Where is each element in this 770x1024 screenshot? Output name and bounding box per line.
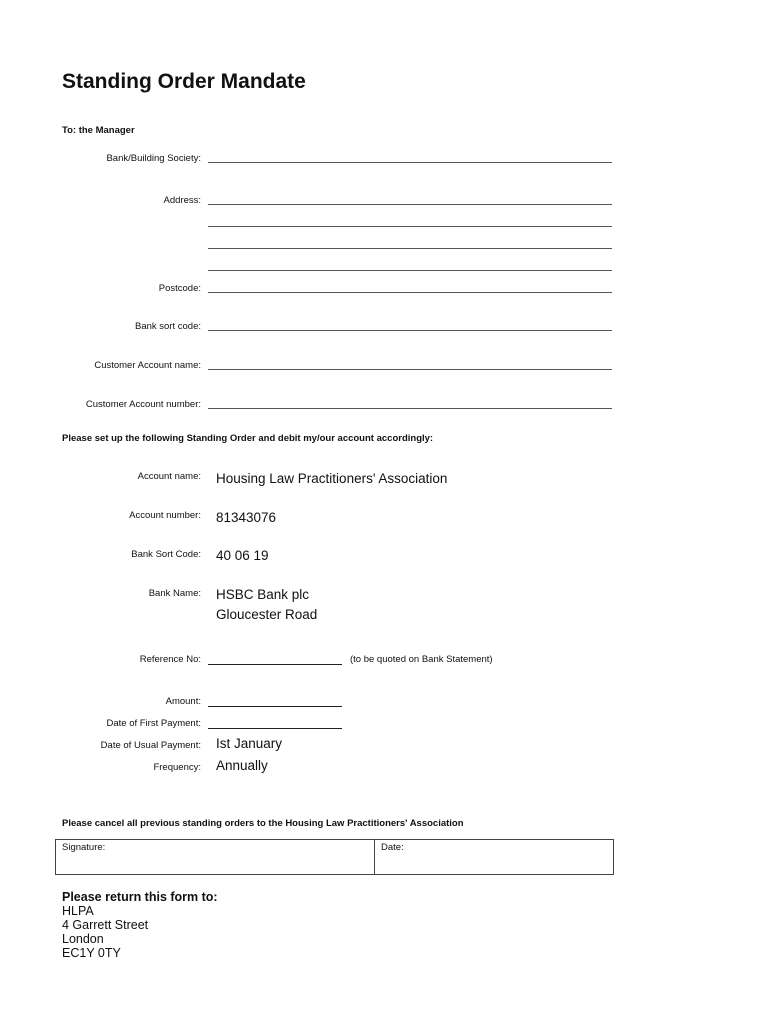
bank-sort-code-label: Bank sort code: — [134, 321, 201, 332]
postcode-label: Postcode: — [158, 283, 201, 294]
customer-account-name-label: Customer Account name: — [94, 360, 201, 371]
cancel-note: Please cancel all previous standing orders to the Housing Law Practitioners' Association — [62, 818, 464, 829]
bank-name-label: Bank Name: — [148, 588, 201, 599]
usual-payment-label: Date of Usual Payment: — [100, 740, 201, 751]
amount-label: Amount: — [165, 696, 201, 707]
return-line-1: HLPA — [62, 904, 94, 918]
amount-field[interactable] — [208, 706, 342, 707]
date-field[interactable] — [375, 840, 613, 874]
payee-account-number-value: 81343076 — [216, 510, 277, 525]
address-line-1-field[interactable] — [208, 204, 612, 205]
reference-note: (to be quoted on Bank Statement) — [350, 654, 493, 665]
bank-building-society-field[interactable] — [208, 162, 612, 163]
payee-account-number-label: Account number: — [129, 510, 201, 521]
page-title: Standing Order Mandate — [62, 70, 306, 93]
payee-sort-code-label: Bank Sort Code: — [131, 549, 201, 560]
signature-label: Signature: — [62, 842, 106, 853]
bank-sort-code-field[interactable] — [208, 330, 612, 331]
first-payment-field[interactable] — [208, 728, 342, 729]
return-heading: Please return this form to: — [62, 890, 218, 904]
frequency-label: Frequency: — [153, 762, 201, 773]
customer-account-name-field[interactable] — [208, 369, 612, 370]
address-line-2-field[interactable] — [208, 226, 612, 227]
bank-name-line-1: HSBC Bank plc — [216, 587, 310, 602]
first-payment-label: Date of First Payment: — [106, 718, 201, 729]
payee-account-name-value: Housing Law Practitioners' Association — [216, 471, 448, 486]
address-line-3-field[interactable] — [208, 248, 612, 249]
signature-field[interactable] — [56, 840, 375, 874]
payee-account-name-label: Account name: — [137, 471, 201, 482]
frequency-value: Annually — [216, 758, 268, 773]
usual-payment-value: Ist January — [216, 736, 283, 751]
bank-building-society-label: Bank/Building Society: — [106, 153, 201, 164]
payee-sort-code-value: 40 06 19 — [216, 548, 269, 563]
bank-name-line-2: Gloucester Road — [216, 607, 318, 622]
date-label: Date: — [381, 842, 404, 853]
address-label: Address: — [163, 195, 201, 206]
return-line-3: London — [62, 932, 104, 946]
signature-date-box — [55, 839, 614, 875]
return-address — [62, 890, 218, 960]
return-line-2: 4 Garrett Street — [62, 918, 149, 932]
customer-account-number-field[interactable] — [208, 408, 612, 409]
to-manager-label: To: the Manager — [62, 125, 135, 136]
reference-number-label: Reference No: — [139, 654, 201, 665]
postcode-field[interactable] — [208, 292, 612, 293]
customer-account-number-label: Customer Account number: — [85, 399, 201, 410]
return-line-4: EC1Y 0TY — [62, 946, 121, 960]
address-line-4-field[interactable] — [208, 270, 612, 271]
reference-number-field[interactable] — [208, 664, 342, 665]
instruction-text: Please set up the following Standing Order and debit my/our account accordingly: — [62, 433, 434, 444]
